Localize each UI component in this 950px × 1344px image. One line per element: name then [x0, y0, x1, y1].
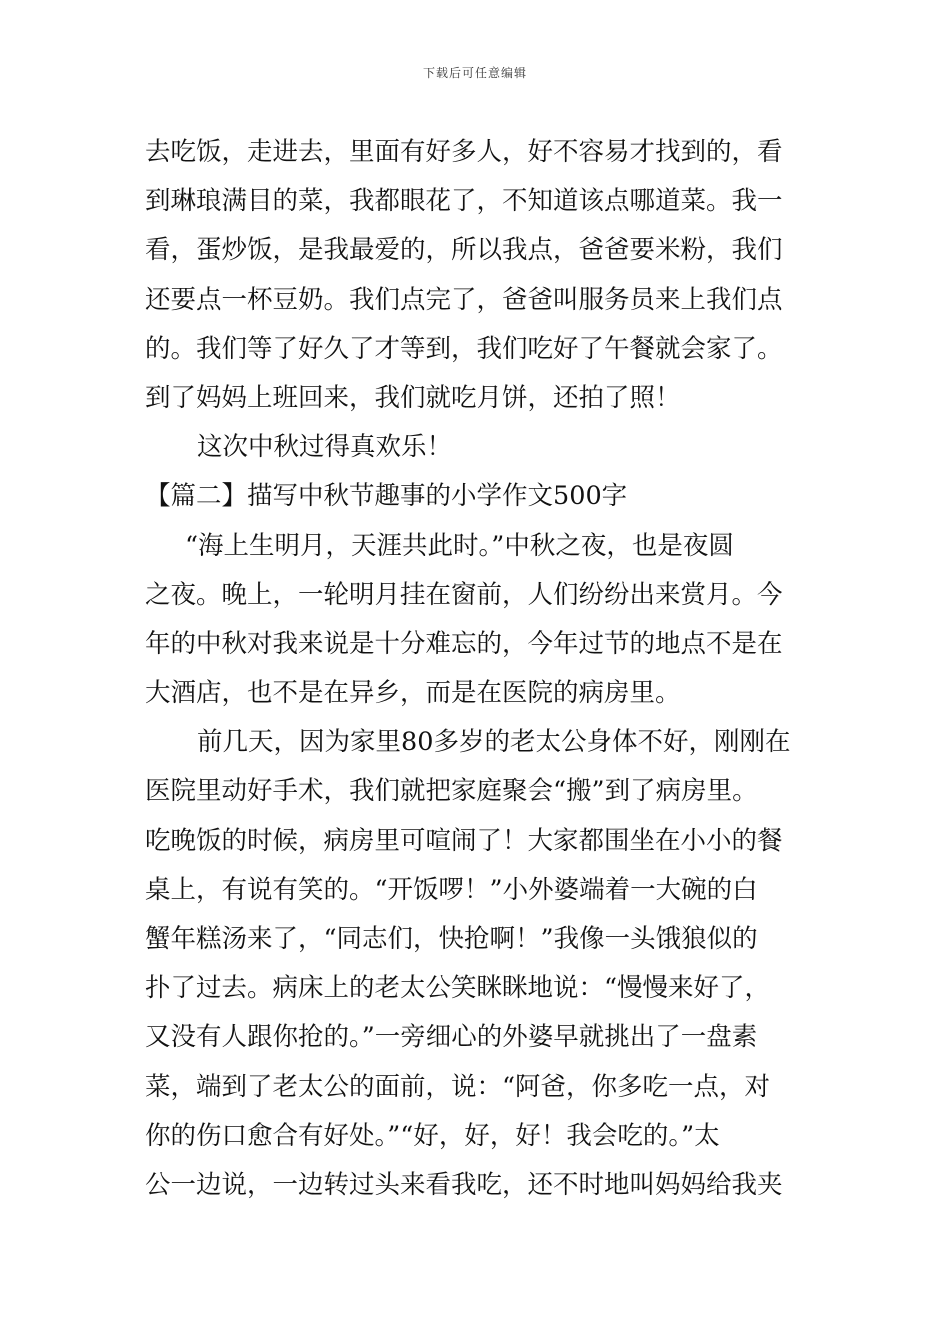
page-header: 下载后可任意编辑 — [422, 66, 527, 80]
text-line: “海上生明月，天涯共此时。”中秋之夜，也是夜圆 — [185, 530, 734, 561]
text-line: 到了妈妈上班回来，我们就吃月饼，还拍了照！ — [145, 382, 681, 413]
text-line: 到琳琅满目的菜，我都眼花了，不知道该点哪道菜。我一 — [145, 186, 783, 217]
text-line: 这次中秋过得真欢乐！ — [197, 432, 453, 463]
text-line: 你的伤口愈合有好处。”“好，好，好！我会吃的。”太 — [145, 1120, 720, 1151]
text-line: 吃晚饭的时候，病房里可喧闹了！大家都围坐在小小的餐 — [145, 825, 783, 856]
text-line: 医院里动好手术，我们就把家庭聚会“搬”到了病房里。 — [145, 776, 758, 807]
text-line: 的。我们等了好久了才等到，我们吃好了午餐就会家了。 — [145, 333, 783, 364]
text-line: 扑了过去。病床上的老太公笑眯眯地说：“慢慢来好了， — [145, 973, 771, 1004]
text-line: 桌上，有说有笑的。“开饭啰！”小外婆端着一大碗的白 — [145, 874, 758, 905]
document-body — [145, 128, 810, 1210]
text-line: 之夜。晚上，一轮明月挂在窗前，人们纷纷出来赏月。今 — [145, 579, 783, 610]
section-heading: 【篇二】描写中秋节趣事的小学作文500字 — [145, 481, 628, 512]
text-line: 又没有人跟你抢的。”一旁细心的外婆早就挑出了一盘素 — [145, 1022, 758, 1053]
text-line: 菜，端到了老太公的面前，说：“阿爸，你多吃一点，对 — [145, 1071, 771, 1102]
text-line: 还要点一杯豆奶。我们点完了，爸爸叫服务员来上我们点 — [145, 284, 783, 315]
text-line: 年的中秋对我来说是十分难忘的，今年过节的地点不是在 — [145, 628, 783, 659]
text-line: 公一边说，一边转过头来看我吃，还不时地叫妈妈给我夹 — [145, 1169, 783, 1200]
text-line: 看，蛋炒饭，是我最爱的，所以我点，爸爸要米粉，我们 — [145, 235, 783, 266]
text-line: 大酒店，也不是在异乡，而是在医院的病房里。 — [145, 678, 681, 709]
text-line: 蟹年糕汤来了，“同志们，快抢啊！”我像一头饿狼似的 — [145, 924, 758, 954]
text-line: 前几天，因为家里80多岁的老太公身体不好，刚刚在 — [197, 727, 791, 758]
text-line: 去吃饭，走进去，里面有好多人，好不容易才找到的，看 — [145, 137, 783, 167]
